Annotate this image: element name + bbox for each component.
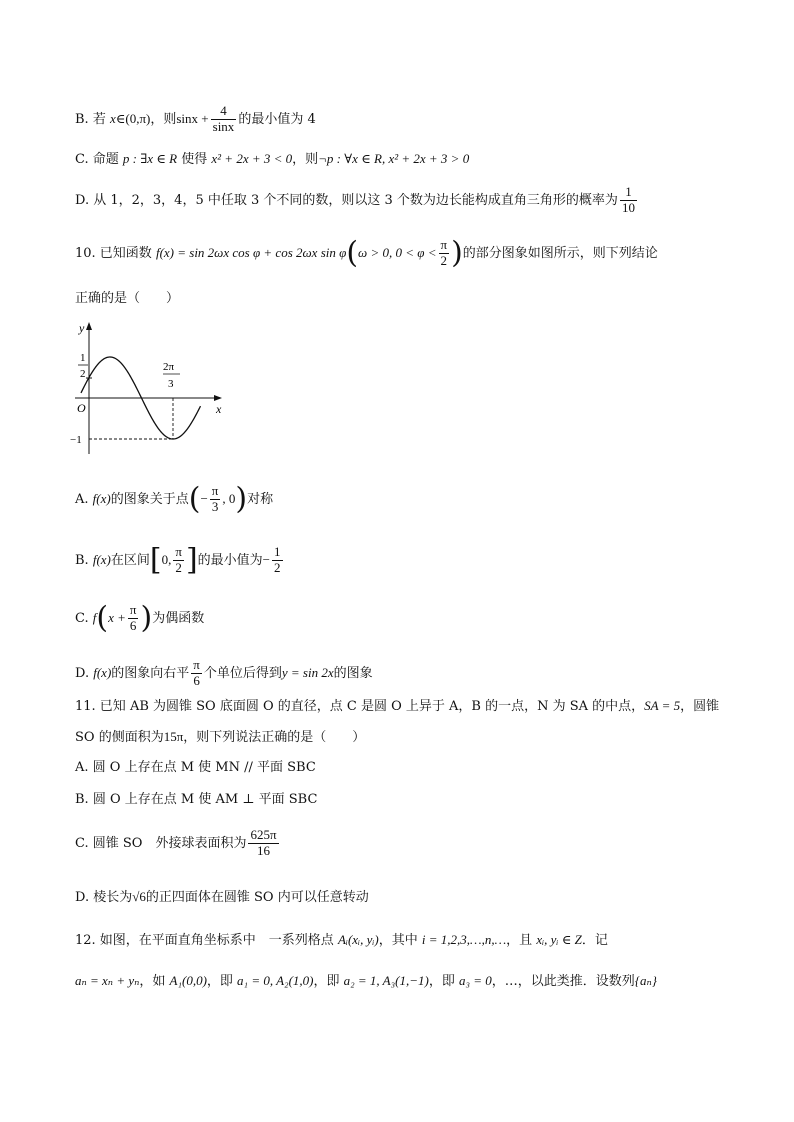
math-expr: A₁(0,0): [169, 973, 207, 988]
paren-left: (: [188, 481, 201, 517]
x-tick-denominator: 3: [168, 378, 174, 390]
math-expr: f: [92, 609, 97, 625]
fraction: [173, 545, 184, 576]
math-expr: xᵢ, yᵢ ∈ Z: [536, 932, 582, 947]
q12-stem-line2: [75, 974, 657, 988]
text: 正确的是（ ）: [75, 291, 180, 306]
math-expr: x∈: [109, 110, 126, 126]
q11-option-c: [75, 828, 281, 859]
math-expr: √6: [132, 889, 146, 904]
text: ，…，以此类推．设数列: [491, 974, 635, 989]
text: 的部分图象如图所示，则下列结论: [462, 245, 658, 261]
math-sign: −: [200, 490, 208, 506]
fraction: [272, 545, 283, 576]
option-label: D.: [75, 192, 94, 208]
q10-option-b: [75, 542, 285, 578]
q10-graph: [70, 318, 240, 456]
text: 10. 已知函数: [75, 245, 156, 261]
q9-option-b: [75, 104, 316, 135]
fraction: [620, 185, 637, 216]
y-axis-label: y: [79, 321, 85, 335]
q10-option-c: [75, 600, 205, 636]
fraction: [211, 104, 237, 135]
text: ，如: [139, 974, 170, 989]
numerator: 1: [620, 185, 637, 201]
math-expr: 0,: [161, 551, 172, 567]
math-sign: −: [262, 551, 271, 567]
denominator: 6: [129, 617, 137, 633]
x-axis-arrow: [214, 395, 222, 401]
q10-stem-line2: [75, 292, 179, 305]
numerator: π: [129, 602, 137, 617]
text: 的图象关于点: [110, 491, 189, 507]
math-expr: p : ∃x ∈ R: [122, 151, 178, 166]
text: 若: [92, 111, 110, 127]
math-expr: {aₙ}: [634, 973, 657, 988]
denominator: 3: [211, 498, 219, 514]
q11-stem-line2: [75, 730, 365, 744]
paren-right: ): [235, 481, 248, 517]
text: ，即: [313, 974, 344, 989]
text: 在区间: [110, 552, 150, 568]
x-axis-label: x: [216, 402, 222, 416]
denominator: 10: [621, 199, 635, 215]
text: B. 圆 O 上存在点 M 使 AM ⊥ 平面 SBC: [75, 792, 318, 807]
numerator: 625π: [250, 827, 277, 842]
text: SO 的侧面积为: [75, 730, 164, 745]
denominator: 16: [256, 842, 270, 858]
q12-stem-line1: [75, 933, 608, 947]
q9-option-d: [75, 185, 639, 216]
text: 使得: [177, 152, 212, 167]
text: 的最小值为 4: [238, 111, 316, 127]
q10-option-d: [75, 658, 373, 689]
numerator: π: [193, 657, 200, 672]
text: 的图象向右平: [111, 665, 190, 681]
option-label: A.: [75, 491, 93, 507]
q9-option-c: [75, 152, 469, 166]
text: 12. 如图，在平面直角坐标系中 一系列格点: [75, 933, 338, 948]
fraction: [248, 828, 278, 859]
option-label: B.: [75, 552, 93, 568]
fraction: [191, 658, 202, 689]
denominator: 2: [274, 559, 281, 575]
text: D. 棱长为: [75, 890, 133, 905]
math-expr: ¬p : ∀x ∈ R, x² + 2x + 3 > 0: [318, 151, 470, 166]
text: ，即: [428, 974, 459, 989]
math-expr: i = 1,2,3,…,n,…: [421, 932, 507, 947]
numerator: π: [175, 544, 182, 559]
option-label: D.: [75, 665, 94, 681]
q11-option-b: [75, 793, 317, 806]
numerator: 1: [274, 544, 281, 559]
math-expr: ω > 0, 0 < φ <: [358, 244, 437, 260]
text: A. 圆 O 上存在点 M 使 MN // 平面 SBC: [75, 760, 316, 775]
y-tick-numerator: 1: [80, 352, 86, 364]
bracket-left: [: [149, 542, 162, 578]
text: 从 1，2，3，4，5 中任取 3 个不同的数，则以这 3 个数为边长能构成直角三角形的概率为: [93, 192, 618, 208]
math-expr: a₁ = 0, A₂(1,0): [237, 973, 314, 988]
text: 对称: [247, 491, 274, 507]
text: 为偶函数: [152, 610, 205, 626]
math-expr: a₂ = 1, A₃(1,−1): [343, 973, 429, 988]
option-label: C.: [75, 152, 93, 167]
text: 个单位后得到: [203, 665, 282, 681]
math-expr: a₃ = 0: [458, 973, 492, 988]
x-tick-numerator: 2π: [163, 361, 175, 373]
math-expr: y = sin 2x: [281, 664, 334, 680]
y-axis-arrow: [86, 322, 92, 330]
text: 11. 已知 AB 为圆锥 SO 底面圆 O 的直径，点 C 是圆 O 上异于 A，B 的一点，N 为 SA 的中点，: [75, 699, 645, 714]
paren-left: (: [346, 235, 359, 271]
text: ．记: [581, 933, 608, 948]
fraction: [439, 238, 450, 269]
math-expr: f(x): [92, 551, 111, 567]
text: 的最小值为: [197, 552, 263, 568]
y-tick-neg-one: −1: [70, 434, 82, 446]
math-expr: SA = 5: [644, 698, 681, 713]
q11-option-a: [75, 761, 316, 774]
math-expr: aₙ = xₙ + yₙ: [75, 973, 140, 988]
denominator: 2: [440, 252, 448, 268]
text: ，则下列说法正确的是（ ）: [183, 730, 366, 745]
fraction: [210, 484, 221, 515]
q10-stem: [75, 235, 658, 271]
math-interval: (0,π): [125, 110, 151, 126]
denominator: 2: [175, 559, 182, 575]
numerator: 4: [211, 104, 237, 120]
y-tick-denominator: 2: [80, 368, 86, 380]
option-label: C.: [75, 610, 93, 626]
origin-label: O: [77, 401, 86, 415]
math-expr: x² + 2x + 3 < 0: [211, 151, 293, 166]
math-expr: x +: [108, 609, 126, 625]
text: C. 圆锥 SO 外接球表面积为: [75, 835, 247, 851]
text: ，即: [206, 974, 238, 989]
math-expr: f(x): [92, 490, 111, 506]
text: ，圆锥: [680, 699, 720, 714]
math-expr: , 0: [222, 490, 236, 506]
text: ，则: [292, 152, 319, 167]
math-expr: f(x): [93, 664, 112, 680]
text: ，则: [150, 111, 177, 127]
q10-option-a: [75, 481, 274, 517]
q11-stem-line1: [75, 699, 719, 713]
math-expr: f(x) = sin 2ωx cos φ + cos 2ωx sin φ: [155, 244, 347, 260]
denominator: sinx: [212, 118, 235, 134]
math-expr: sinx +: [176, 110, 209, 126]
numerator: π: [211, 483, 219, 498]
math-expr: 15π: [163, 729, 184, 744]
option-label: B.: [75, 111, 93, 127]
q11-option-d: [75, 890, 369, 904]
denominator: 6: [193, 672, 200, 688]
text: 命题: [92, 152, 123, 167]
text: ，其中: [378, 933, 422, 948]
paren-right: ): [451, 235, 463, 271]
numerator: π: [440, 237, 448, 252]
math-expr: Aᵢ(xᵢ, yᵢ): [337, 932, 379, 947]
paren-right: ): [140, 600, 153, 636]
fraction: [128, 603, 139, 634]
paren-left: (: [96, 600, 109, 636]
text: ，且: [506, 933, 537, 948]
bracket-right: ]: [185, 542, 198, 578]
text: 的图象: [333, 665, 373, 681]
text: 的正四面体在圆锥 SO 内可以任意转动: [145, 890, 369, 905]
